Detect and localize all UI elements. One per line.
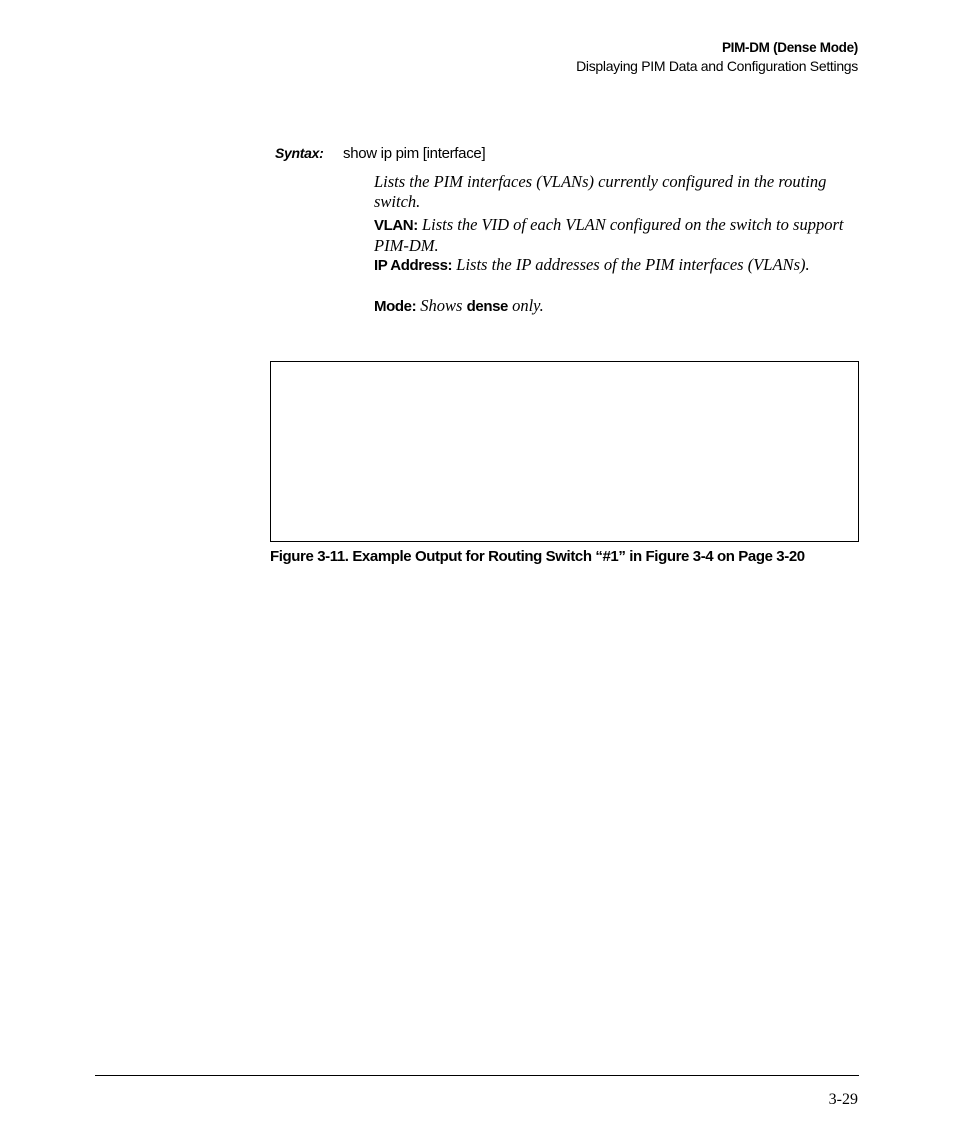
syntax-label: Syntax: bbox=[275, 145, 324, 161]
figure-output-box bbox=[270, 361, 859, 542]
description-ip-address bbox=[374, 255, 858, 276]
mode-term: Mode: bbox=[374, 298, 417, 315]
description-vlan bbox=[374, 215, 858, 256]
description-mode bbox=[374, 296, 858, 317]
header-section-title: Displaying PIM Data and Configuration Settings bbox=[576, 58, 858, 74]
page-number: 3-29 bbox=[828, 1091, 858, 1108]
mode-description-suffix: only. bbox=[512, 296, 544, 315]
footer-divider bbox=[95, 1075, 859, 1076]
syntax-command: show ip pim [interface] bbox=[343, 145, 486, 162]
vlan-description: Lists the VID of each VLAN configured on the switch to support PIM-DM. bbox=[374, 215, 844, 255]
ip-address-term: IP Address: bbox=[374, 257, 453, 274]
header-chapter-title: PIM-DM (Dense Mode) bbox=[721, 40, 858, 55]
description-intro-text: Lists the PIM interfaces (VLANs) currently configured in the routing switch. bbox=[374, 172, 827, 211]
figure-caption: Figure 3-11. Example Output for Routing Switch “#1” in Figure 3-4 on Page 3-20 bbox=[270, 548, 805, 565]
description-intro bbox=[374, 172, 858, 212]
mode-description-prefix: Shows bbox=[420, 296, 463, 315]
vlan-term: VLAN: bbox=[374, 217, 418, 234]
ip-address-description: Lists the IP addresses of the PIM interfaces (VLANs). bbox=[456, 255, 810, 274]
mode-value: dense bbox=[466, 298, 508, 315]
